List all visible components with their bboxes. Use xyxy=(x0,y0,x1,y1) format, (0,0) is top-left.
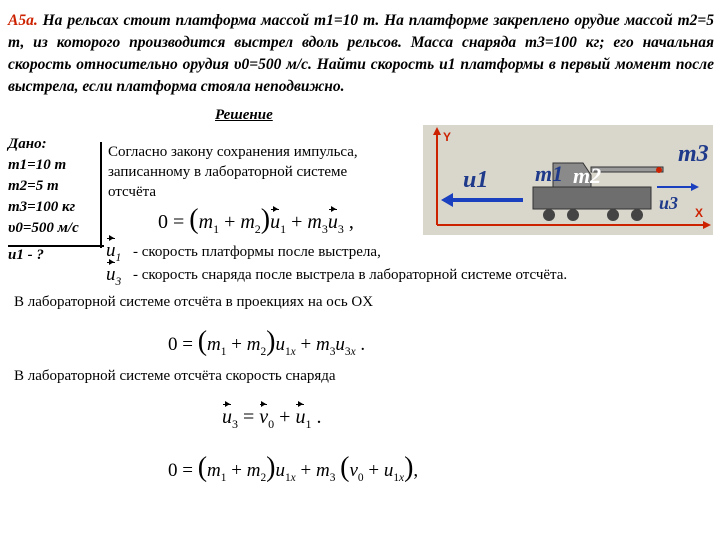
wheel xyxy=(631,209,643,221)
legend-u3-symbol: $u_3$ xyxy=(106,264,122,288)
problem-statement xyxy=(8,10,714,98)
label-u3: u3 xyxy=(659,193,679,213)
given-title: Дано: xyxy=(8,136,47,152)
problem-text: На рельсах стоит платформа массой m1=10 т. На платформе закреплено орудие массой m2=5 т, из которого производится выстрел вдоль рельсов. Масса снаряда m3=100 кг; его начальная скорость относительно орудия υ0=500 м/с. Найти скорость u1 платформы в первый момент после выстрела, если платформа стояла неподвижно. xyxy=(8,12,715,95)
axis-y-arrowhead xyxy=(433,127,441,135)
explanation-line2: записанному в лабораторной системе xyxy=(108,164,348,180)
solution-heading: Решение xyxy=(215,107,273,123)
platform-diagram xyxy=(423,125,713,235)
given-divider-horizontal xyxy=(8,245,104,247)
given-divider-vertical xyxy=(100,142,102,248)
explanation-line1: Согласно закону сохранения импульса, xyxy=(108,144,358,160)
given-v0: υ0=500 м/с xyxy=(8,220,79,236)
text-velocity: В лабораторной системе отсчёта скорость снаряда xyxy=(14,368,336,384)
label-m1: m1 xyxy=(535,161,564,186)
given-find: u1 - ? xyxy=(8,247,44,263)
legend-u3-text: - скорость снаряда после выстрела в лабораторной системе отсчёта. xyxy=(133,267,568,283)
axis-x-label: X xyxy=(695,206,704,220)
axis-y-label: Y xyxy=(443,130,452,144)
given-m3: m3=100 кг xyxy=(8,199,76,215)
problem-number: A5a. xyxy=(8,12,38,29)
label-m3: m3 xyxy=(678,141,709,167)
text-projection: В лабораторной системе отсчёта в проекциях на ось OX xyxy=(14,294,374,310)
formula-velocity-sum: $u_3 = v_0 + u_1$ . xyxy=(222,406,322,431)
wheel xyxy=(567,209,579,221)
given-m2: m2=5 т xyxy=(8,178,59,194)
label-m2: m2 xyxy=(573,163,602,188)
platform-figure xyxy=(423,125,713,235)
legend-u1-text: - скорость платформы после выстрела, xyxy=(133,244,381,260)
arrow-u3-head xyxy=(691,183,699,191)
arrow-u1-head xyxy=(441,193,453,207)
platform-body xyxy=(533,187,651,209)
formula-momentum-vector: $0 = (m_1 + m_2)u_1 + m_3u_3$ , xyxy=(158,204,354,236)
legend-u1-symbol: $u_1$ xyxy=(106,240,122,264)
wheel xyxy=(543,209,555,221)
label-u1: u1 xyxy=(463,167,489,193)
formula-momentum-projection: $0 = (m_1 + m_2)u_{1x} + m_3u_{3x}$ . xyxy=(168,326,366,358)
explanation-line3: отсчёта xyxy=(108,184,156,200)
wheel xyxy=(607,209,619,221)
gun-barrel xyxy=(591,167,663,172)
axis-x-arrowhead xyxy=(703,221,711,229)
formula-result: $0 = (m_1 + m_2)u_{1x} + m_3$ $(v_0 + u_{1x})$, xyxy=(168,452,419,484)
projectile xyxy=(656,167,662,173)
given-m1: m1=10 т xyxy=(8,157,67,173)
